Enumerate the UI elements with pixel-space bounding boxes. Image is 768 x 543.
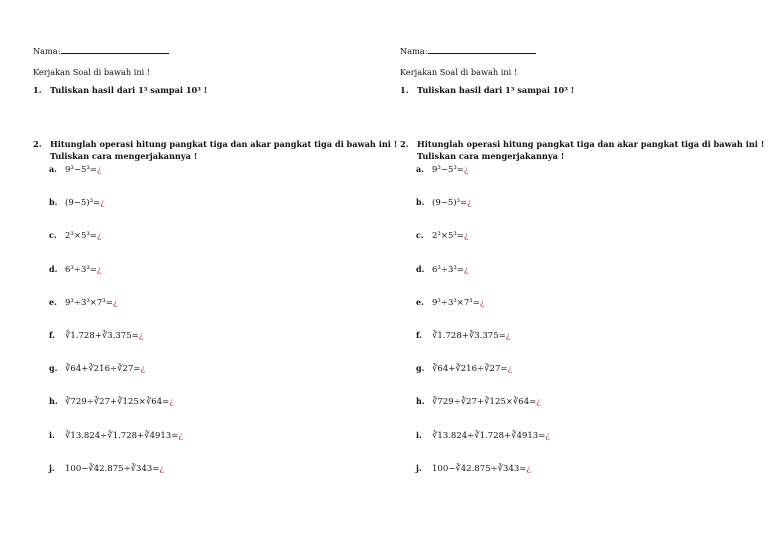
sub-question-d	[49, 263, 101, 276]
sub-question-j	[416, 462, 531, 475]
sub-question-label: j.	[416, 462, 422, 473]
sub-question-expression: 9³÷3³×7³=	[65, 297, 113, 308]
sub-question-label: c.	[416, 230, 424, 241]
sub-question-g	[416, 362, 512, 375]
sub-question-expression: 100−∛42.875÷∛343=	[65, 463, 160, 474]
answer-placeholder-glyph: ¿	[463, 165, 469, 175]
question-1	[33, 85, 207, 95]
sub-question-label: e.	[49, 296, 57, 307]
sub-question-i	[416, 429, 550, 442]
sub-question-h	[49, 395, 174, 408]
sub-question-expression: ∛64+∛216÷∛27=	[65, 364, 141, 375]
sub-question-expression: 6³÷3³=	[432, 264, 464, 275]
sub-question-label: f.	[49, 330, 55, 340]
question-1-number: 1.	[400, 85, 409, 95]
sub-question-label: b.	[416, 197, 425, 208]
answer-placeholder-glyph: ¿	[140, 364, 146, 375]
sub-question-expression: ∛13.824÷∛1.728+∛4913=	[65, 430, 179, 441]
name-field-row	[33, 45, 169, 56]
answer-placeholder-glyph: ¿	[169, 397, 174, 408]
question-2	[400, 139, 764, 149]
sub-question-label: a.	[49, 164, 57, 174]
sub-question-f	[49, 329, 143, 342]
question-2-subline	[33, 151, 197, 161]
answer-placeholder-glyph: ¿	[96, 231, 102, 242]
sub-question-d	[416, 263, 468, 276]
answer-placeholder-glyph: ¿	[178, 430, 183, 441]
answer-placeholder-glyph: ¿	[96, 165, 102, 175]
sub-question-expression: ∛13.824÷∛1.728+∛4913=	[432, 430, 546, 441]
question-1-number: 1.	[33, 85, 42, 95]
question-1-text: Tuliskan hasil dari 1³ sampai 10³ !	[50, 85, 208, 95]
sub-question-expression: 2³×5³=	[432, 231, 464, 242]
sub-question-label: j.	[49, 462, 55, 473]
answer-placeholder-glyph: ¿	[526, 463, 531, 474]
sub-question-expression: 9³÷3³×7³=	[432, 297, 480, 308]
sub-question-e	[49, 296, 117, 309]
question-2-number: 2.	[400, 139, 409, 149]
sub-question-label: d.	[416, 263, 425, 274]
instruction-text: Kerjakan Soal di bawah ini !	[33, 67, 151, 77]
sub-question-g	[49, 362, 145, 375]
sub-question-expression: ∛1.728+∛3.375=	[432, 331, 506, 341]
sub-question-expression: (9−5)³=	[432, 198, 468, 209]
sub-question-expression: ∛64+∛216÷∛27=	[432, 364, 508, 375]
answer-placeholder-glyph: ¿	[96, 264, 102, 275]
sub-question-e	[416, 296, 484, 309]
question-2	[33, 139, 397, 149]
sub-question-label: g.	[49, 363, 58, 374]
answer-placeholder-glyph: ¿	[112, 297, 118, 308]
question-1	[400, 85, 574, 95]
sub-question-expression: ∛729÷∛27+∛125×∛64=	[432, 397, 537, 408]
sub-question-expression: ∛729÷∛27+∛125×∛64=	[65, 397, 170, 408]
sub-question-i	[49, 429, 183, 442]
answer-placeholder-glyph: ¿	[545, 430, 550, 441]
question-2-line-1: Hitunglah operasi hitung pangkat tiga dan akar pangkat tiga di bawah ini !	[417, 139, 765, 149]
sub-question-c	[416, 229, 468, 242]
question-2-line-1: Hitunglah operasi hitung pangkat tiga dan akar pangkat tiga di bawah ini !	[50, 139, 398, 149]
instruction-text: Kerjakan Soal di bawah ini !	[400, 67, 518, 77]
sub-question-expression: 9³−5³=	[65, 165, 97, 175]
answer-placeholder-glyph: ¿	[159, 463, 164, 474]
sub-question-label: f.	[416, 330, 422, 340]
sub-question-label: h.	[49, 396, 58, 407]
sub-question-b	[49, 196, 105, 209]
question-2-subline	[400, 151, 564, 161]
name-field-row	[400, 45, 536, 56]
answer-placeholder-glyph: ¿	[100, 198, 105, 209]
answer-placeholder-glyph: ¿	[505, 331, 511, 341]
sub-question-label: d.	[49, 263, 58, 274]
sub-question-label: i.	[416, 429, 422, 440]
answer-placeholder-glyph: ¿	[138, 331, 144, 341]
answer-placeholder-glyph: ¿	[463, 264, 469, 275]
question-1-text: Tuliskan hasil dari 1³ sampai 10³ !	[417, 85, 575, 95]
sub-question-expression: (9−5)³=	[65, 198, 101, 209]
sub-question-b	[416, 196, 472, 209]
sub-question-label: e.	[416, 296, 424, 307]
sub-question-label: a.	[416, 164, 424, 174]
sub-question-a	[49, 163, 101, 176]
sub-question-h	[416, 395, 541, 408]
sub-question-c	[49, 229, 101, 242]
name-blank-line	[61, 45, 169, 54]
sub-question-label: g.	[416, 363, 425, 374]
question-2-number: 2.	[33, 139, 42, 149]
sub-question-label: h.	[416, 396, 425, 407]
answer-placeholder-glyph: ¿	[467, 198, 472, 209]
name-label: Nama:	[33, 46, 61, 56]
answer-placeholder-glyph: ¿	[463, 231, 469, 242]
sub-question-expression: 100−∛42.875÷∛343=	[432, 463, 527, 474]
sub-question-label: b.	[49, 197, 58, 208]
sub-question-expression: 2³×5³=	[65, 231, 97, 242]
worksheet-right	[400, 0, 765, 543]
answer-placeholder-glyph: ¿	[536, 397, 541, 408]
sub-question-f	[416, 329, 510, 342]
name-label: Nama:	[400, 46, 428, 56]
sub-question-label: i.	[49, 429, 55, 440]
worksheet-left	[33, 0, 398, 543]
answer-placeholder-glyph: ¿	[507, 364, 513, 375]
sub-question-a	[416, 163, 468, 176]
sub-question-j	[49, 462, 164, 475]
sub-question-expression: 9³−5³=	[432, 165, 464, 175]
question-2-line-2: Tuliskan cara mengerjakannya !	[417, 151, 565, 161]
sub-question-label: c.	[49, 230, 57, 241]
name-blank-line	[428, 45, 536, 54]
question-2-line-2: Tuliskan cara mengerjakannya !	[50, 151, 198, 161]
sub-question-expression: 6³÷3³=	[65, 264, 97, 275]
answer-placeholder-glyph: ¿	[479, 297, 485, 308]
sub-question-expression: ∛1.728+∛3.375=	[65, 331, 139, 341]
